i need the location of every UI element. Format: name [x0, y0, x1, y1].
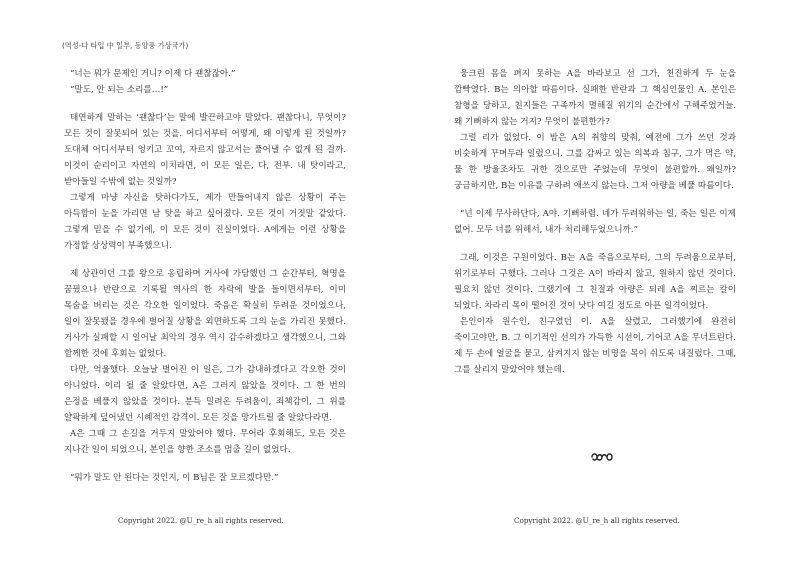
paragraph: 태연하게 말하는 ‘괜찮다’는 말에 발끈하고야 말았다. 괜찮다니, 무엇이? 모든 것이 잘못되어 있는 것을. 어디서부터 어떻게, 왜 이렇게 된 것일까? 도대체 어디서부터 엉키고 꼬여, 자르지 않고서는 풀어낼 수 없게 된 걸까. 이것이 순리이고 자연의 이치라면, 이 모든 일은, 다, 전부. 내 탓이라고, 받아들일 수밖에 없는 것일까? [64, 113, 346, 187]
paragraph: 웅크린 몸을 펴지 못하는 A을 바라보고 선 그가, 천진하게 두 눈을 깜빡였다. B는 의아할 따름이다. 실패한 반란과 그 핵심인물인 A. 본인은 참형을 당하고, 친지들은 구족까지 멸해질 위기의 순간에서 구해주었거늘. 왜 기뻐하지 않는 거지? 무엇이 불편한가? [454, 69, 736, 127]
footer-copyright-left: Copyright 2022. @U_re_h all rights reserved. [118, 516, 284, 525]
paragraph: 그래, 이것은 구원이었다. B는 A을 죽음으로부터, 그의 두려움으로부터, 위기로부터 구했다. 그러나 그것은 A이 바라지 않고, 원하지 않던 것이다. 필요치 않던 것이다. 그랬기에 그 친절과 아량은 되레 A을 찌르는 칼이 되었다. 차라리 목이 떨어진 것이 낫다 여길 정도로 아픈 일격이었다. [454, 253, 736, 311]
paragraph: “말도, 안 되는 소리를…!” [70, 85, 169, 95]
paragraph: 그럴 리가 없었다. 이 밤은 A의 취향의 맞춰, 예전에 그가 쓰던 것과 비슷하게 꾸며두라 일렀으니. 그를 감싸고 있는 의복과 침구, 그가 먹은 약, 물 한 방울조차도 귀한 것으로만 주었는데 무엇이 불편할까. 왜일까? 궁금하지만, B는 이유를 구하려 애쓰지 않는다. 그저 아량을 베풀 따름이다. [454, 133, 736, 191]
paragraph: 그렇게 마냥 자신을 탓하다가도, 제가 만들어내지 않은 상황이 주는 아득함이 눈을 가리면 남 탓을 하고 싶어졌다. 모든 것이 거짓말 같았다. 그렇게 믿을 수 없기에, 이 모든 것이 진실이었다. A에게는 이런 상황을 가정할 상상력이 부족했으니. [64, 193, 346, 251]
paragraph: A은 그때 그 손길을 거두지 말았어야 했다. 무어라 후회해도, 모든 것은 지나간 일이 되었으니, 본인을 향한 조소를 멈출 길이 없었다. [64, 429, 346, 455]
right-page [454, 66, 736, 378]
paragraph: 제 상관이던 그를 왕으로 옹립하며 거사에 가담했던 그 순간부터, 혁명을 꿈꿨으나 반란으로 기록될 역사의 한 자락에 발을 들이면서부터, 이미 목숨을 버리는 것은 각오한 일이었다. 죽음은 확실히 두려운 것이었으나, 일이 잘못됐을 경우에 벌어질 상황을 외면하도록 그의 눈을 가리진 못했다. 거사가 실패할 시 일어날 최악의 경우 역시 감수하겠다고 생각했으니, 그와 함께한 것에 후회는 없었다. [64, 269, 346, 359]
paragraph: “뭐가 말도 안 된다는 것인지, 이 B님은 잘 모르겠다만.” [70, 473, 279, 483]
left-page [64, 66, 346, 486]
page-header: (역성-다 타입 中 일부, 동양풍 가상국가) [62, 41, 189, 50]
ornament-icon [590, 451, 614, 463]
paragraph: 다만, 억울했다. 오늘날 벌어진 이 일은, 그가 감내하겠다고 각오한 것이 아니었다. 이리 될 줄 알았다면, A은 그러지 않았을 것이다. 그 한 번의 은정을 베풀지 않았을 것이다. 분득 밀려온 두려움이, 죄책감이, 그 위를 얄팍하게 덮어냈던 시혜적인 감격이. 모든 것을 망가트릴 줄 알았다라면. [64, 365, 346, 423]
footer-copyright-right: Copyright 2022. @U_re_h all rights reserved. [514, 516, 680, 525]
paragraph: “너는 뭐가 문제인 거니? 이제 다 괜찮잖아.” [70, 69, 236, 79]
paragraph: 은인이자 원수인, 친구였던 이. A을 살렸고, 그러했기에 완전히 죽이고야만, B. 그 이기적인 선의가 가득한 시선이, 기어코 A을 무너트린다. 제 두 손에 얼굴을 묻고, 삼켜지지 않는 비명을 목이 쉬도록 내질렀다. 그때, 그를 살리지 말았어야 했는데. [454, 317, 736, 375]
paragraph: “넌 이제 무사하단다, A야. 기뻐하렴. 네가 두려워하는 일, 죽는 일은 이제 없어. 모두 너를 위해서, 내가 처리해두었으니까.” [454, 209, 736, 235]
